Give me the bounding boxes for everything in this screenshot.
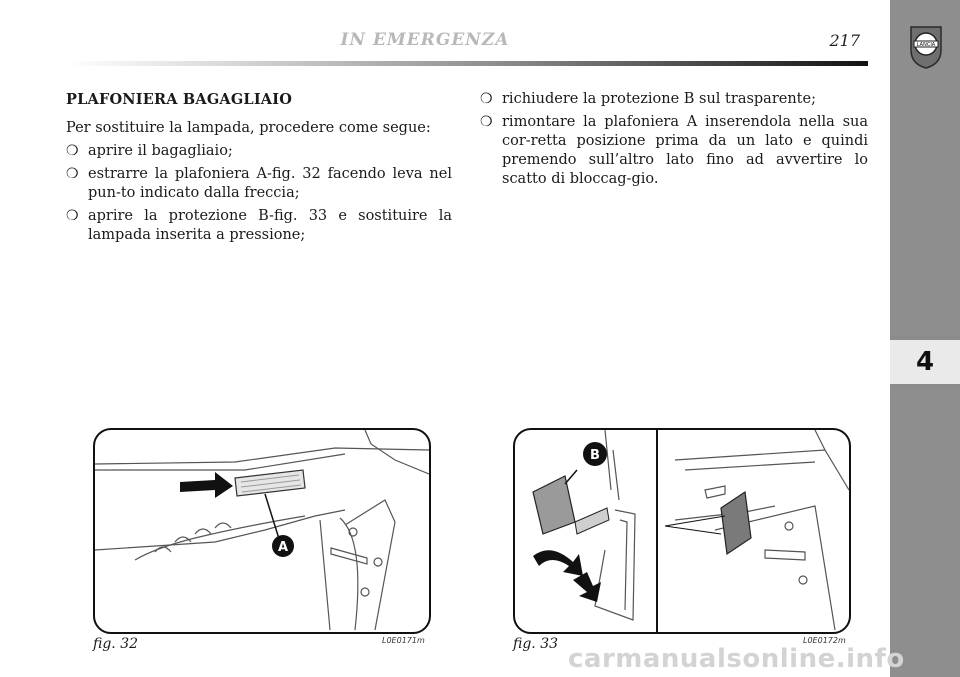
list-item: ❍ rimontare la plafoniera A inserendola nella sua cor-retta posizione prima da un lato e quindi premendo sull’altro lato fino ad avvertire lo scatto di bloccag-gio.: [480, 114, 868, 187]
section-title: PLAFONIERA BAGAGLIAIO: [66, 91, 293, 108]
list-item: ❍ estrarre la plafoniera A-fig. 32 facendo leva nel pun-to indicato dalla freccia;: [66, 166, 452, 201]
svg-text:LANCIA: LANCIA: [916, 42, 936, 48]
figure-32-illustration: [93, 428, 431, 634]
protection-b: [533, 476, 575, 534]
right-column: [480, 90, 868, 193]
figure-33-code: L0E0172m: [803, 636, 846, 645]
page-number: 217: [829, 31, 860, 50]
bullet-icon: ❍: [66, 166, 79, 182]
chapter-number[interactable]: 4: [890, 340, 960, 384]
chapter-side-tab: [890, 0, 960, 677]
bullet-icon: ❍: [480, 91, 493, 107]
header-rule: [66, 61, 868, 66]
section-header-title: IN EMERGENZA: [340, 30, 510, 50]
left-column: [66, 90, 452, 249]
bullet-icon: ❍: [480, 114, 493, 130]
arrow-icon: [180, 472, 233, 498]
figure-33-caption: fig. 33: [513, 636, 559, 652]
watermark: carmanualsonline.info: [568, 644, 905, 674]
svg-text:B: B: [590, 448, 600, 463]
lamp-lens: [235, 470, 305, 496]
bullet-icon: ❍: [66, 208, 79, 224]
intro-text: Per sostituire la lampada, procedere come segue:: [66, 120, 431, 136]
figure-32-caption: fig. 32: [93, 636, 139, 652]
svg-text:A: A: [277, 540, 289, 555]
push-arrow-icon: [573, 572, 601, 602]
list-item: ❍ aprire il bagagliaio;: [66, 143, 233, 159]
trunk-light-drawing: [95, 430, 429, 632]
bullet-icon: ❍: [66, 143, 79, 159]
figure-33-illustration: [513, 428, 851, 634]
list-item: ❍ aprire la protezione B-fig. 33 e sostituire la lampada inserita a pressione;: [66, 208, 452, 243]
list-item: ❍ richiudere la protezione B sul trasparente;: [480, 91, 816, 107]
lancia-logo-icon: [908, 24, 944, 70]
lamp-protection-drawing: [515, 430, 849, 632]
rotate-arrow-icon: [533, 550, 583, 576]
figure-32-code: L0E0171m: [382, 636, 425, 645]
